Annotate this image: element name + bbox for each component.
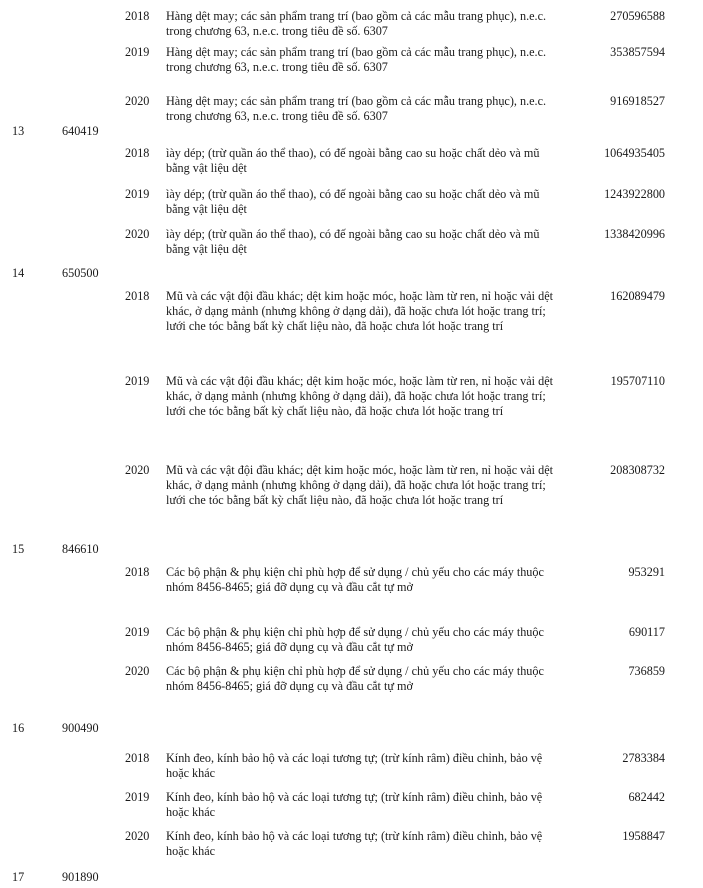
row-year: 2018 — [125, 146, 150, 160]
row-year: 2020 — [125, 829, 150, 843]
row-value: 953291 — [628, 565, 665, 579]
row-value: 162089479 — [610, 289, 665, 303]
hs-code: 846610 — [62, 542, 99, 556]
row-value: 690117 — [628, 625, 665, 639]
row-description: Hàng dệt may; các sản phẩm trang trí (bao gồm cả các mẫu trang phục), n.e.c. trong chương 63, n.e.c. trong tiêu đề số. 6307 — [166, 45, 547, 74]
hs-code: 650500 — [62, 266, 99, 280]
row-description: Hàng dệt may; các sản phẩm trang trí (bao gồm cả các mẫu trang phục), n.e.c. trong chương 63, n.e.c. trong tiêu đề số. 6307 — [166, 9, 547, 38]
row-description: Các bộ phận & phụ kiện chỉ phù hợp để sử dụng / chủ yếu cho các máy thuộc nhóm 8456-8465; giá đỡ dụng cụ và đầu cắt tự mở — [166, 565, 544, 594]
hs-code: 901890 — [62, 870, 99, 884]
row-value: 682442 — [628, 790, 665, 804]
row-description: Mũ và các vật đội đầu khác; dệt kim hoặc móc, hoặc làm từ ren, nỉ hoặc vải dệt khác, ở dạng mảnh (nhưng không ở dạng dải), đã hoặc chưa lót hoặc trang trí; lưới che tóc bằng bất kỳ chất liệu nào, đã hoặc chưa lót hoặc trang trí — [166, 463, 553, 507]
row-year: 2019 — [125, 45, 150, 59]
row-description: Hàng dệt may; các sản phẩm trang trí (bao gồm cả các mẫu trang phục), n.e.c. trong chương 63, n.e.c. trong tiêu đề số. 6307 — [166, 94, 547, 123]
row-description: ìày dép; (trừ quần áo thể thao), có đế ngoài bằng cao su hoặc chất dẻo và mũ bằng vật liệu dệt — [166, 146, 540, 175]
row-year: 2018 — [125, 9, 150, 23]
row-value: 208308732 — [610, 463, 665, 477]
row-value: 1243922800 — [604, 187, 665, 201]
row-description: ìày dép; (trừ quần áo thể thao), có đế ngoài bằng cao su hoặc chất dẻo và mũ bằng vật liệu dệt — [166, 187, 540, 216]
row-description: Kính đeo, kính bảo hộ và các loại tương tự; (trừ kính râm) điều chỉnh, bảo vệ hoặc khác — [166, 829, 543, 858]
row-description: ìày dép; (trừ quần áo thể thao), có đế ngoài bằng cao su hoặc chất dẻo và mũ bằng vật liệu dệt — [166, 227, 540, 256]
row-description: Các bộ phận & phụ kiện chỉ phù hợp để sử dụng / chủ yếu cho các máy thuộc nhóm 8456-8465; giá đỡ dụng cụ và đầu cắt tự mở — [166, 625, 544, 654]
item-number: 15 — [12, 542, 25, 556]
row-value: 353857594 — [610, 45, 665, 59]
hs-code: 640419 — [62, 124, 99, 138]
row-value: 736859 — [628, 664, 665, 678]
row-year: 2020 — [125, 94, 150, 108]
row-year: 2019 — [125, 790, 150, 804]
hs-code: 900490 — [62, 721, 99, 735]
row-description: Các bộ phận & phụ kiện chỉ phù hợp để sử dụng / chủ yếu cho các máy thuộc nhóm 8456-8465; giá đỡ dụng cụ và đầu cắt tự mở — [166, 664, 544, 693]
row-value: 1338420996 — [604, 227, 665, 241]
row-description: Kính đeo, kính bảo hộ và các loại tương tự; (trừ kính râm) điều chỉnh, bảo vệ hoặc khác — [166, 751, 543, 780]
row-description: Kính đeo, kính bảo hộ và các loại tương tự; (trừ kính râm) điều chỉnh, bảo vệ hoặc khác — [166, 790, 543, 819]
row-value: 195707110 — [610, 374, 665, 388]
row-year: 2018 — [125, 289, 150, 303]
row-description: Mũ và các vật đội đầu khác; dệt kim hoặc móc, hoặc làm từ ren, nỉ hoặc vải dệt khác, ở dạng mảnh (nhưng không ở dạng dải), đã hoặc chưa lót hoặc trang trí; lưới che tóc bằng bất kỳ chất liệu nào, đã hoặc chưa lót hoặc trang trí — [166, 374, 553, 418]
row-year: 2020 — [125, 664, 150, 678]
row-value: 916918527 — [610, 94, 665, 108]
row-value: 1958847 — [622, 829, 665, 843]
item-number: 13 — [12, 124, 25, 138]
row-year: 2019 — [125, 625, 150, 639]
row-value: 2783384 — [622, 751, 665, 765]
row-year: 2020 — [125, 227, 150, 241]
row-year: 2018 — [125, 565, 150, 579]
row-year: 2018 — [125, 751, 150, 765]
row-value: 270596588 — [610, 9, 665, 23]
item-number: 16 — [12, 721, 25, 735]
row-value: 1064935405 — [604, 146, 665, 160]
row-year: 2019 — [125, 374, 150, 388]
item-number: 14 — [12, 266, 25, 280]
item-number: 17 — [12, 870, 25, 884]
row-year: 2020 — [125, 463, 150, 477]
row-year: 2019 — [125, 187, 150, 201]
row-description: Mũ và các vật đội đầu khác; dệt kim hoặc móc, hoặc làm từ ren, nỉ hoặc vải dệt khác, ở dạng mảnh (nhưng không ở dạng dải), đã hoặc chưa lót hoặc trang trí; lưới che tóc bằng bất kỳ chất liệu nào, đã hoặc chưa lót hoặc trang trí — [166, 289, 553, 333]
